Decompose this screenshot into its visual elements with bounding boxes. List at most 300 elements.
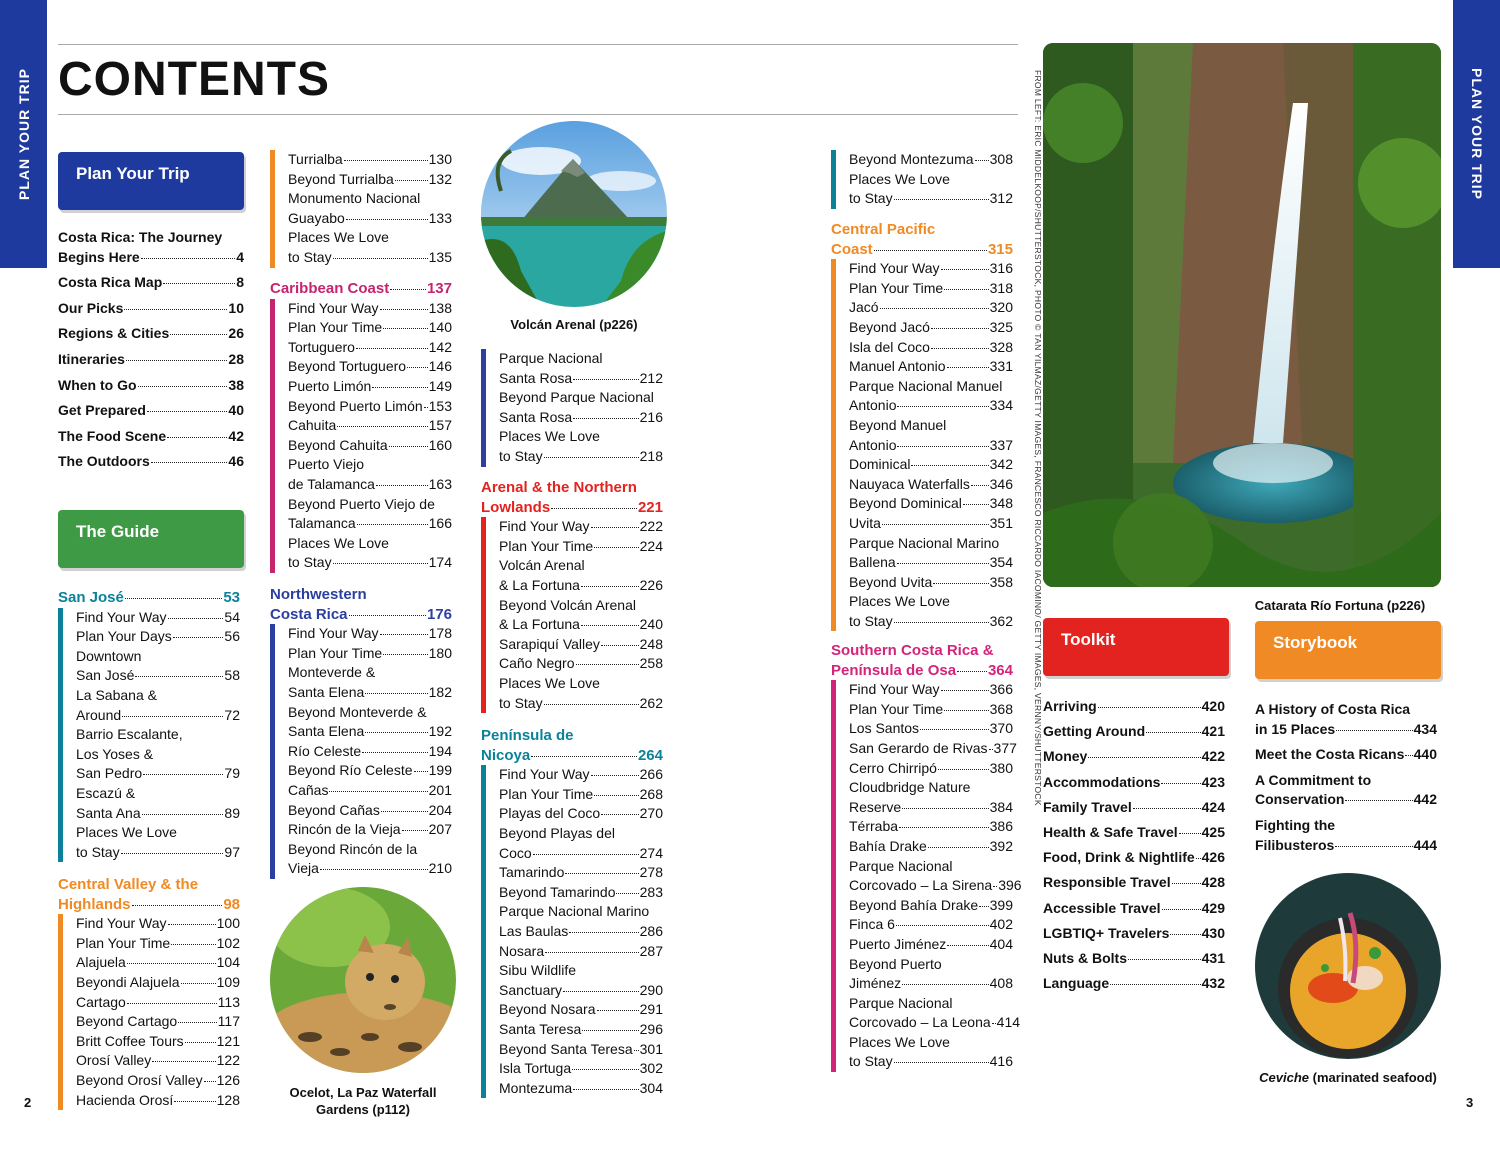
page-ref: 392 bbox=[989, 837, 1013, 854]
section-entry[interactable] bbox=[849, 318, 1013, 338]
plan-entry[interactable] bbox=[58, 401, 244, 421]
section-entry[interactable] bbox=[849, 700, 1013, 720]
section-entry[interactable] bbox=[849, 150, 1013, 170]
section-entry[interactable] bbox=[76, 934, 240, 954]
entry-title: Jacó bbox=[849, 299, 879, 316]
section-heading[interactable] bbox=[481, 726, 663, 765]
leader-dots bbox=[591, 527, 639, 528]
section-entry[interactable] bbox=[288, 781, 452, 801]
section-entry[interactable] bbox=[76, 1091, 240, 1111]
section-entry[interactable] bbox=[76, 1012, 240, 1032]
section-entry[interactable] bbox=[849, 974, 1013, 994]
section-entry[interactable] bbox=[288, 436, 452, 456]
section-entry[interactable] bbox=[849, 475, 1013, 495]
page-ref: 430 bbox=[1201, 924, 1225, 941]
storybook-entry-line[interactable] bbox=[1255, 745, 1437, 765]
section-entry[interactable] bbox=[499, 1079, 663, 1099]
section-entry[interactable] bbox=[849, 494, 1013, 514]
section-entry[interactable] bbox=[288, 514, 452, 534]
section-entry[interactable] bbox=[499, 942, 663, 962]
entry-title: Santa Elena bbox=[288, 683, 365, 700]
section-entry[interactable] bbox=[288, 859, 452, 879]
section-heading-line[interactable] bbox=[58, 895, 240, 915]
leader-dots bbox=[1098, 707, 1201, 708]
section-entry[interactable] bbox=[849, 935, 1013, 955]
entry-title: Guayabo bbox=[288, 209, 345, 226]
entry-title: Beyond Jacó bbox=[849, 318, 930, 335]
entry-title: Britt Coffee Tours bbox=[76, 1032, 184, 1049]
leader-dots bbox=[971, 485, 989, 486]
entry-title: Beyond Puerto Viejo de bbox=[288, 495, 435, 512]
section-heading[interactable] bbox=[831, 641, 1013, 680]
section-entry[interactable] bbox=[288, 820, 452, 840]
leader-dots bbox=[601, 645, 639, 646]
section-heading-line bbox=[831, 220, 1013, 240]
entry-title: Cañas bbox=[288, 781, 329, 798]
section-heading-line[interactable] bbox=[481, 746, 663, 766]
entry-title: to Stay bbox=[849, 612, 893, 629]
section-entry[interactable] bbox=[76, 627, 240, 647]
plan-entry-line[interactable] bbox=[58, 248, 244, 268]
ceviche-caption-italic: Ceviche bbox=[1259, 1070, 1309, 1085]
section-entry[interactable] bbox=[849, 514, 1013, 534]
leader-dots bbox=[362, 752, 427, 753]
page-ref: 10 bbox=[228, 299, 244, 316]
leader-dots bbox=[591, 775, 639, 776]
section-entry[interactable] bbox=[499, 408, 663, 428]
section-entry[interactable] bbox=[849, 1013, 1021, 1033]
section-entry[interactable] bbox=[288, 801, 452, 821]
leader-dots bbox=[168, 924, 216, 925]
section-entry[interactable] bbox=[288, 209, 452, 229]
section-entry[interactable] bbox=[76, 608, 240, 628]
plan-your-trip-list bbox=[58, 228, 244, 478]
toolkit-entry[interactable] bbox=[1043, 773, 1225, 793]
section-entry[interactable] bbox=[849, 189, 1013, 209]
toolkit-entry[interactable] bbox=[1043, 697, 1225, 717]
toolkit-entry[interactable] bbox=[1043, 722, 1225, 742]
section-entry[interactable] bbox=[288, 742, 452, 762]
section-heading[interactable] bbox=[831, 220, 1013, 259]
entry-title: Ballena bbox=[849, 554, 896, 571]
section-entry[interactable] bbox=[76, 706, 240, 726]
entry-title: Caño Negro bbox=[499, 655, 575, 672]
leader-dots bbox=[181, 983, 216, 984]
page-title: CONTENTS bbox=[58, 53, 330, 106]
entry-title: Rincón de la Vieja bbox=[288, 821, 401, 838]
leader-dots bbox=[1161, 783, 1200, 784]
section-entry[interactable] bbox=[499, 785, 663, 805]
entry-title: Filibusteros bbox=[1255, 836, 1335, 853]
entry-title: San Gerardo de Rivas bbox=[849, 739, 988, 756]
section-entry[interactable] bbox=[76, 804, 240, 824]
section-entry[interactable] bbox=[288, 357, 452, 377]
page-ref: 192 bbox=[428, 723, 452, 740]
section-entry[interactable] bbox=[288, 170, 452, 190]
leader-dots bbox=[533, 854, 639, 855]
section-arenal bbox=[481, 478, 663, 713]
section-entry[interactable] bbox=[849, 396, 1013, 416]
toolkit-box[interactable] bbox=[1043, 618, 1229, 676]
page-ref: 368 bbox=[989, 700, 1013, 717]
entry-title: Food, Drink & Nightlife bbox=[1043, 849, 1195, 866]
section-entries bbox=[58, 608, 240, 863]
entry-title: Beyond Orosí Valley bbox=[76, 1071, 203, 1088]
section-entry[interactable] bbox=[499, 863, 663, 883]
section-entry[interactable] bbox=[849, 553, 1013, 573]
plan-entry[interactable] bbox=[58, 299, 244, 319]
section-entry[interactable] bbox=[76, 973, 240, 993]
section-entry[interactable] bbox=[849, 759, 1013, 779]
plan-entry[interactable] bbox=[58, 452, 244, 472]
section-heading-line[interactable] bbox=[58, 588, 240, 608]
page-ref: 283 bbox=[639, 883, 663, 900]
page-ref: 362 bbox=[989, 612, 1013, 629]
entry-title: Caribbean Coast bbox=[270, 280, 390, 297]
entry-title: Parque Nacional Marino bbox=[849, 534, 1000, 551]
toolkit-entry[interactable] bbox=[1043, 924, 1225, 944]
section-heading[interactable] bbox=[58, 875, 240, 914]
leader-dots bbox=[171, 944, 215, 945]
section-entry[interactable] bbox=[849, 1052, 1013, 1072]
volcano-caption: Volcán Arenal (p226) bbox=[510, 317, 638, 332]
section-entry bbox=[499, 556, 663, 576]
toolkit-entry[interactable] bbox=[1043, 823, 1225, 843]
page-ref: 315 bbox=[987, 240, 1013, 258]
section-entry[interactable] bbox=[849, 837, 1013, 857]
storybook-box[interactable] bbox=[1255, 621, 1441, 679]
page-ref: 221 bbox=[637, 498, 663, 516]
section-heading[interactable] bbox=[481, 478, 663, 517]
storybook-entry[interactable] bbox=[1255, 771, 1437, 810]
section-entry[interactable] bbox=[499, 537, 663, 557]
section-entry[interactable] bbox=[76, 914, 240, 934]
leader-dots bbox=[147, 411, 227, 412]
entry-title: Lowlands bbox=[481, 498, 551, 516]
page-ref: 396 bbox=[998, 877, 1022, 894]
leader-dots bbox=[124, 309, 227, 310]
section-entry[interactable] bbox=[499, 694, 663, 714]
section-entry[interactable] bbox=[499, 369, 663, 389]
page-ref: 404 bbox=[989, 935, 1013, 952]
storybook-entry[interactable] bbox=[1255, 816, 1437, 855]
entry-title: Plan Your Time bbox=[849, 700, 944, 717]
page-ref: 130 bbox=[428, 151, 452, 167]
entry-title: Beyond Parque Nacional bbox=[499, 389, 654, 406]
section-entry[interactable] bbox=[849, 680, 1013, 700]
section-entry[interactable] bbox=[849, 876, 1022, 896]
leader-dots bbox=[407, 367, 428, 368]
page-ref: 334 bbox=[989, 397, 1013, 414]
section-heading[interactable] bbox=[270, 585, 452, 624]
section-entry[interactable] bbox=[849, 798, 1013, 818]
section-entry[interactable] bbox=[76, 993, 240, 1013]
section-entry[interactable] bbox=[288, 377, 452, 397]
plan-entry[interactable] bbox=[58, 427, 244, 447]
page-ref: 421 bbox=[1201, 723, 1225, 740]
page-ref: 104 bbox=[216, 954, 240, 971]
section-entry[interactable] bbox=[288, 248, 452, 268]
leader-dots bbox=[1088, 757, 1200, 758]
section-entry[interactable] bbox=[499, 654, 663, 674]
section-entry[interactable] bbox=[849, 719, 1013, 739]
entry-title: Health & Safe Travel bbox=[1043, 823, 1178, 840]
section-entry[interactable] bbox=[76, 666, 240, 686]
section-entry[interactable] bbox=[499, 576, 663, 596]
section-entry[interactable] bbox=[288, 150, 452, 170]
section-heading[interactable] bbox=[58, 588, 240, 608]
leader-dots bbox=[933, 583, 988, 584]
entry-title: Downtown bbox=[76, 647, 142, 664]
entry-title: Los Santos bbox=[849, 720, 920, 737]
toolkit-entry[interactable] bbox=[1043, 949, 1225, 969]
section-entry[interactable] bbox=[288, 553, 452, 573]
entry-title: Itineraries bbox=[58, 350, 125, 367]
section-heading-line[interactable] bbox=[270, 279, 452, 299]
section-entry[interactable] bbox=[849, 455, 1013, 475]
section-entry[interactable] bbox=[849, 338, 1013, 358]
section-entry[interactable] bbox=[76, 843, 240, 863]
section-entry[interactable] bbox=[849, 573, 1013, 593]
plan-entry-line[interactable] bbox=[58, 350, 244, 370]
section-entry[interactable] bbox=[288, 683, 452, 703]
page-ref: 304 bbox=[639, 1079, 663, 1096]
leader-dots bbox=[931, 348, 989, 349]
section-heading[interactable] bbox=[270, 279, 452, 299]
page-ref: 38 bbox=[228, 376, 244, 393]
waterfall-photo bbox=[1043, 43, 1441, 587]
section-entry[interactable] bbox=[288, 416, 452, 436]
entry-title: Find Your Way bbox=[76, 915, 167, 932]
page-ref: 431 bbox=[1201, 949, 1225, 966]
leader-dots bbox=[380, 309, 428, 310]
section-entry[interactable] bbox=[499, 615, 663, 635]
leader-dots bbox=[944, 710, 988, 711]
plan-your-trip-box[interactable] bbox=[58, 152, 244, 210]
section-entry[interactable] bbox=[849, 612, 1013, 632]
section-entry[interactable] bbox=[499, 1000, 663, 1020]
toolkit-list bbox=[1043, 697, 1225, 999]
storybook-label: Storybook bbox=[1273, 633, 1358, 652]
plan-entry-line[interactable] bbox=[58, 299, 244, 319]
plan-entry[interactable] bbox=[58, 273, 244, 293]
entry-title: in 15 Places bbox=[1255, 720, 1336, 737]
leader-dots bbox=[544, 457, 639, 458]
page-ref: 386 bbox=[989, 818, 1013, 835]
page-ref: 428 bbox=[1201, 874, 1225, 891]
page-ref: 325 bbox=[989, 318, 1013, 335]
section-entry[interactable] bbox=[849, 357, 1013, 377]
leader-dots bbox=[975, 160, 989, 161]
storybook-entry-line[interactable] bbox=[1255, 790, 1437, 810]
section-entry[interactable] bbox=[288, 644, 452, 664]
section-entry[interactable] bbox=[288, 318, 452, 338]
entry-title: Las Baulas bbox=[499, 922, 569, 939]
section-entry[interactable] bbox=[288, 397, 452, 417]
plan-entry-line bbox=[58, 228, 244, 248]
plan-entry[interactable] bbox=[58, 350, 244, 370]
section-entry[interactable] bbox=[288, 761, 452, 781]
entry-title: Language bbox=[1043, 975, 1110, 992]
page-ref: 182 bbox=[428, 683, 452, 700]
section-entry[interactable] bbox=[499, 447, 663, 467]
leader-dots bbox=[1170, 934, 1200, 935]
leader-dots bbox=[944, 289, 988, 290]
the-guide-box[interactable] bbox=[58, 510, 244, 568]
storybook-entry-line[interactable] bbox=[1255, 720, 1437, 740]
entry-title: Sarapiquí Valley bbox=[499, 635, 600, 652]
ceviche-photo bbox=[1255, 873, 1441, 1059]
leader-dots bbox=[963, 504, 989, 505]
page-ref: 416 bbox=[989, 1053, 1013, 1070]
section-entry[interactable] bbox=[288, 299, 452, 319]
section-entry[interactable] bbox=[849, 896, 1013, 916]
section-entry[interactable] bbox=[499, 765, 663, 785]
toolkit-entry[interactable] bbox=[1043, 798, 1225, 818]
entry-title: Beyond Cahuita bbox=[288, 436, 388, 453]
section-entry[interactable] bbox=[499, 635, 663, 655]
plan-entry-line[interactable] bbox=[58, 324, 244, 344]
section-entries bbox=[270, 299, 452, 573]
leader-dots bbox=[897, 446, 988, 447]
section-entries bbox=[481, 517, 663, 713]
section-entry bbox=[849, 170, 1013, 190]
leader-dots bbox=[993, 886, 997, 887]
leader-dots bbox=[174, 1101, 215, 1102]
leader-dots bbox=[941, 269, 989, 270]
section-entry[interactable] bbox=[499, 1020, 663, 1040]
plan-entry[interactable] bbox=[58, 376, 244, 396]
entry-title: to Stay bbox=[849, 190, 893, 207]
entry-title: to Stay bbox=[288, 554, 332, 571]
entry-title: Plan Your Time bbox=[499, 785, 594, 802]
section-entry[interactable] bbox=[849, 259, 1013, 279]
section-entry[interactable] bbox=[76, 1071, 240, 1091]
section-entry bbox=[288, 495, 452, 515]
entry-title: Places We Love bbox=[849, 593, 950, 610]
section-entry[interactable] bbox=[499, 883, 663, 903]
section-heading-line[interactable] bbox=[481, 498, 663, 518]
section-entry bbox=[849, 592, 1013, 612]
section-entry[interactable] bbox=[76, 953, 240, 973]
section-entry[interactable] bbox=[499, 1040, 663, 1060]
storybook-entry-line[interactable] bbox=[1255, 836, 1437, 856]
section-entry[interactable] bbox=[499, 981, 663, 1001]
section-entry[interactable] bbox=[499, 1059, 663, 1079]
section-entry[interactable] bbox=[499, 922, 663, 942]
plan-entry[interactable] bbox=[58, 324, 244, 344]
entry-title: Beyond Turrialba bbox=[288, 170, 394, 187]
section-entry[interactable] bbox=[499, 844, 663, 864]
section-entry[interactable] bbox=[76, 1051, 240, 1071]
entry-title: Begins Here bbox=[58, 248, 140, 265]
leader-dots bbox=[957, 671, 987, 672]
leader-dots bbox=[1172, 883, 1201, 884]
entry-title: Cartago bbox=[76, 993, 126, 1010]
page-ref: 207 bbox=[428, 821, 452, 838]
leader-dots bbox=[414, 771, 428, 772]
section-turrialba bbox=[270, 150, 452, 268]
toolkit-entry[interactable] bbox=[1043, 747, 1225, 767]
entry-title: Beyond Puerto Limón bbox=[288, 397, 423, 414]
leader-dots bbox=[979, 906, 988, 907]
section-heading-line[interactable] bbox=[270, 605, 452, 625]
entry-title: Conservation bbox=[1255, 791, 1345, 808]
volcano-photo bbox=[481, 121, 667, 307]
section-heading-line bbox=[58, 875, 240, 895]
section-entry[interactable] bbox=[288, 624, 452, 644]
page-ref: 370 bbox=[989, 720, 1013, 737]
section-entry[interactable] bbox=[288, 722, 452, 742]
section-entries bbox=[270, 150, 452, 268]
page-ref: 135 bbox=[428, 248, 452, 265]
ocelot-photo bbox=[270, 887, 456, 1073]
section-entry[interactable] bbox=[849, 436, 1013, 456]
section-entry[interactable] bbox=[288, 338, 452, 358]
storybook-entry[interactable] bbox=[1255, 700, 1437, 739]
entry-title: Sanctuary bbox=[499, 981, 563, 998]
entry-title: Antonio bbox=[849, 397, 897, 414]
page-ref: 194 bbox=[428, 742, 452, 759]
plan-entry-line[interactable] bbox=[58, 427, 244, 447]
section-entry[interactable] bbox=[76, 764, 240, 784]
section-heading-line[interactable] bbox=[831, 240, 1013, 260]
plan-entry-line[interactable] bbox=[58, 376, 244, 396]
section-heading-line bbox=[481, 478, 663, 498]
section-entry bbox=[849, 778, 1013, 798]
section-entry[interactable] bbox=[499, 517, 663, 537]
plan-entry-line[interactable] bbox=[58, 401, 244, 421]
entry-title: Places We Love bbox=[499, 428, 600, 445]
leader-dots bbox=[576, 664, 639, 665]
toolkit-entry[interactable] bbox=[1043, 848, 1225, 868]
entry-title: Find Your Way bbox=[849, 260, 940, 277]
page-ref: 240 bbox=[639, 616, 663, 633]
page-ref: 429 bbox=[1201, 899, 1225, 916]
storybook-entry[interactable] bbox=[1255, 745, 1437, 765]
entry-title: Beyond Playas del bbox=[499, 824, 615, 841]
section-entry[interactable] bbox=[849, 739, 1017, 759]
plan-entry-line[interactable] bbox=[58, 452, 244, 472]
section-entry[interactable] bbox=[849, 817, 1013, 837]
section-entry[interactable] bbox=[288, 475, 452, 495]
entry-title: Antonio bbox=[849, 436, 897, 453]
section-entry[interactable] bbox=[849, 279, 1013, 299]
leader-dots bbox=[896, 925, 989, 926]
entry-title: Santa Elena bbox=[288, 723, 365, 740]
section-entry[interactable] bbox=[76, 1032, 240, 1052]
page-ref: 102 bbox=[216, 934, 240, 951]
section-heading-line[interactable] bbox=[831, 661, 1013, 681]
entry-title: Beyond Tortuguero bbox=[288, 358, 407, 375]
toolkit-entry[interactable] bbox=[1043, 899, 1225, 919]
page-ref: 58 bbox=[224, 667, 240, 684]
section-entry[interactable] bbox=[849, 915, 1013, 935]
entry-title: Our Picks bbox=[58, 299, 124, 316]
entry-title: Regions & Cities bbox=[58, 325, 170, 342]
leader-dots bbox=[894, 622, 989, 623]
section-entry[interactable] bbox=[849, 298, 1013, 318]
page-ref: 149 bbox=[428, 377, 452, 394]
section-entries bbox=[481, 765, 663, 1098]
page-ref: 117 bbox=[217, 1013, 240, 1030]
toolkit-entry[interactable] bbox=[1043, 873, 1225, 893]
plan-entry-line[interactable] bbox=[58, 273, 244, 293]
section-entry[interactable] bbox=[499, 804, 663, 824]
plan-entry[interactable] bbox=[58, 228, 244, 267]
toolkit-entry[interactable] bbox=[1043, 974, 1225, 994]
page-ref: 287 bbox=[639, 942, 663, 959]
